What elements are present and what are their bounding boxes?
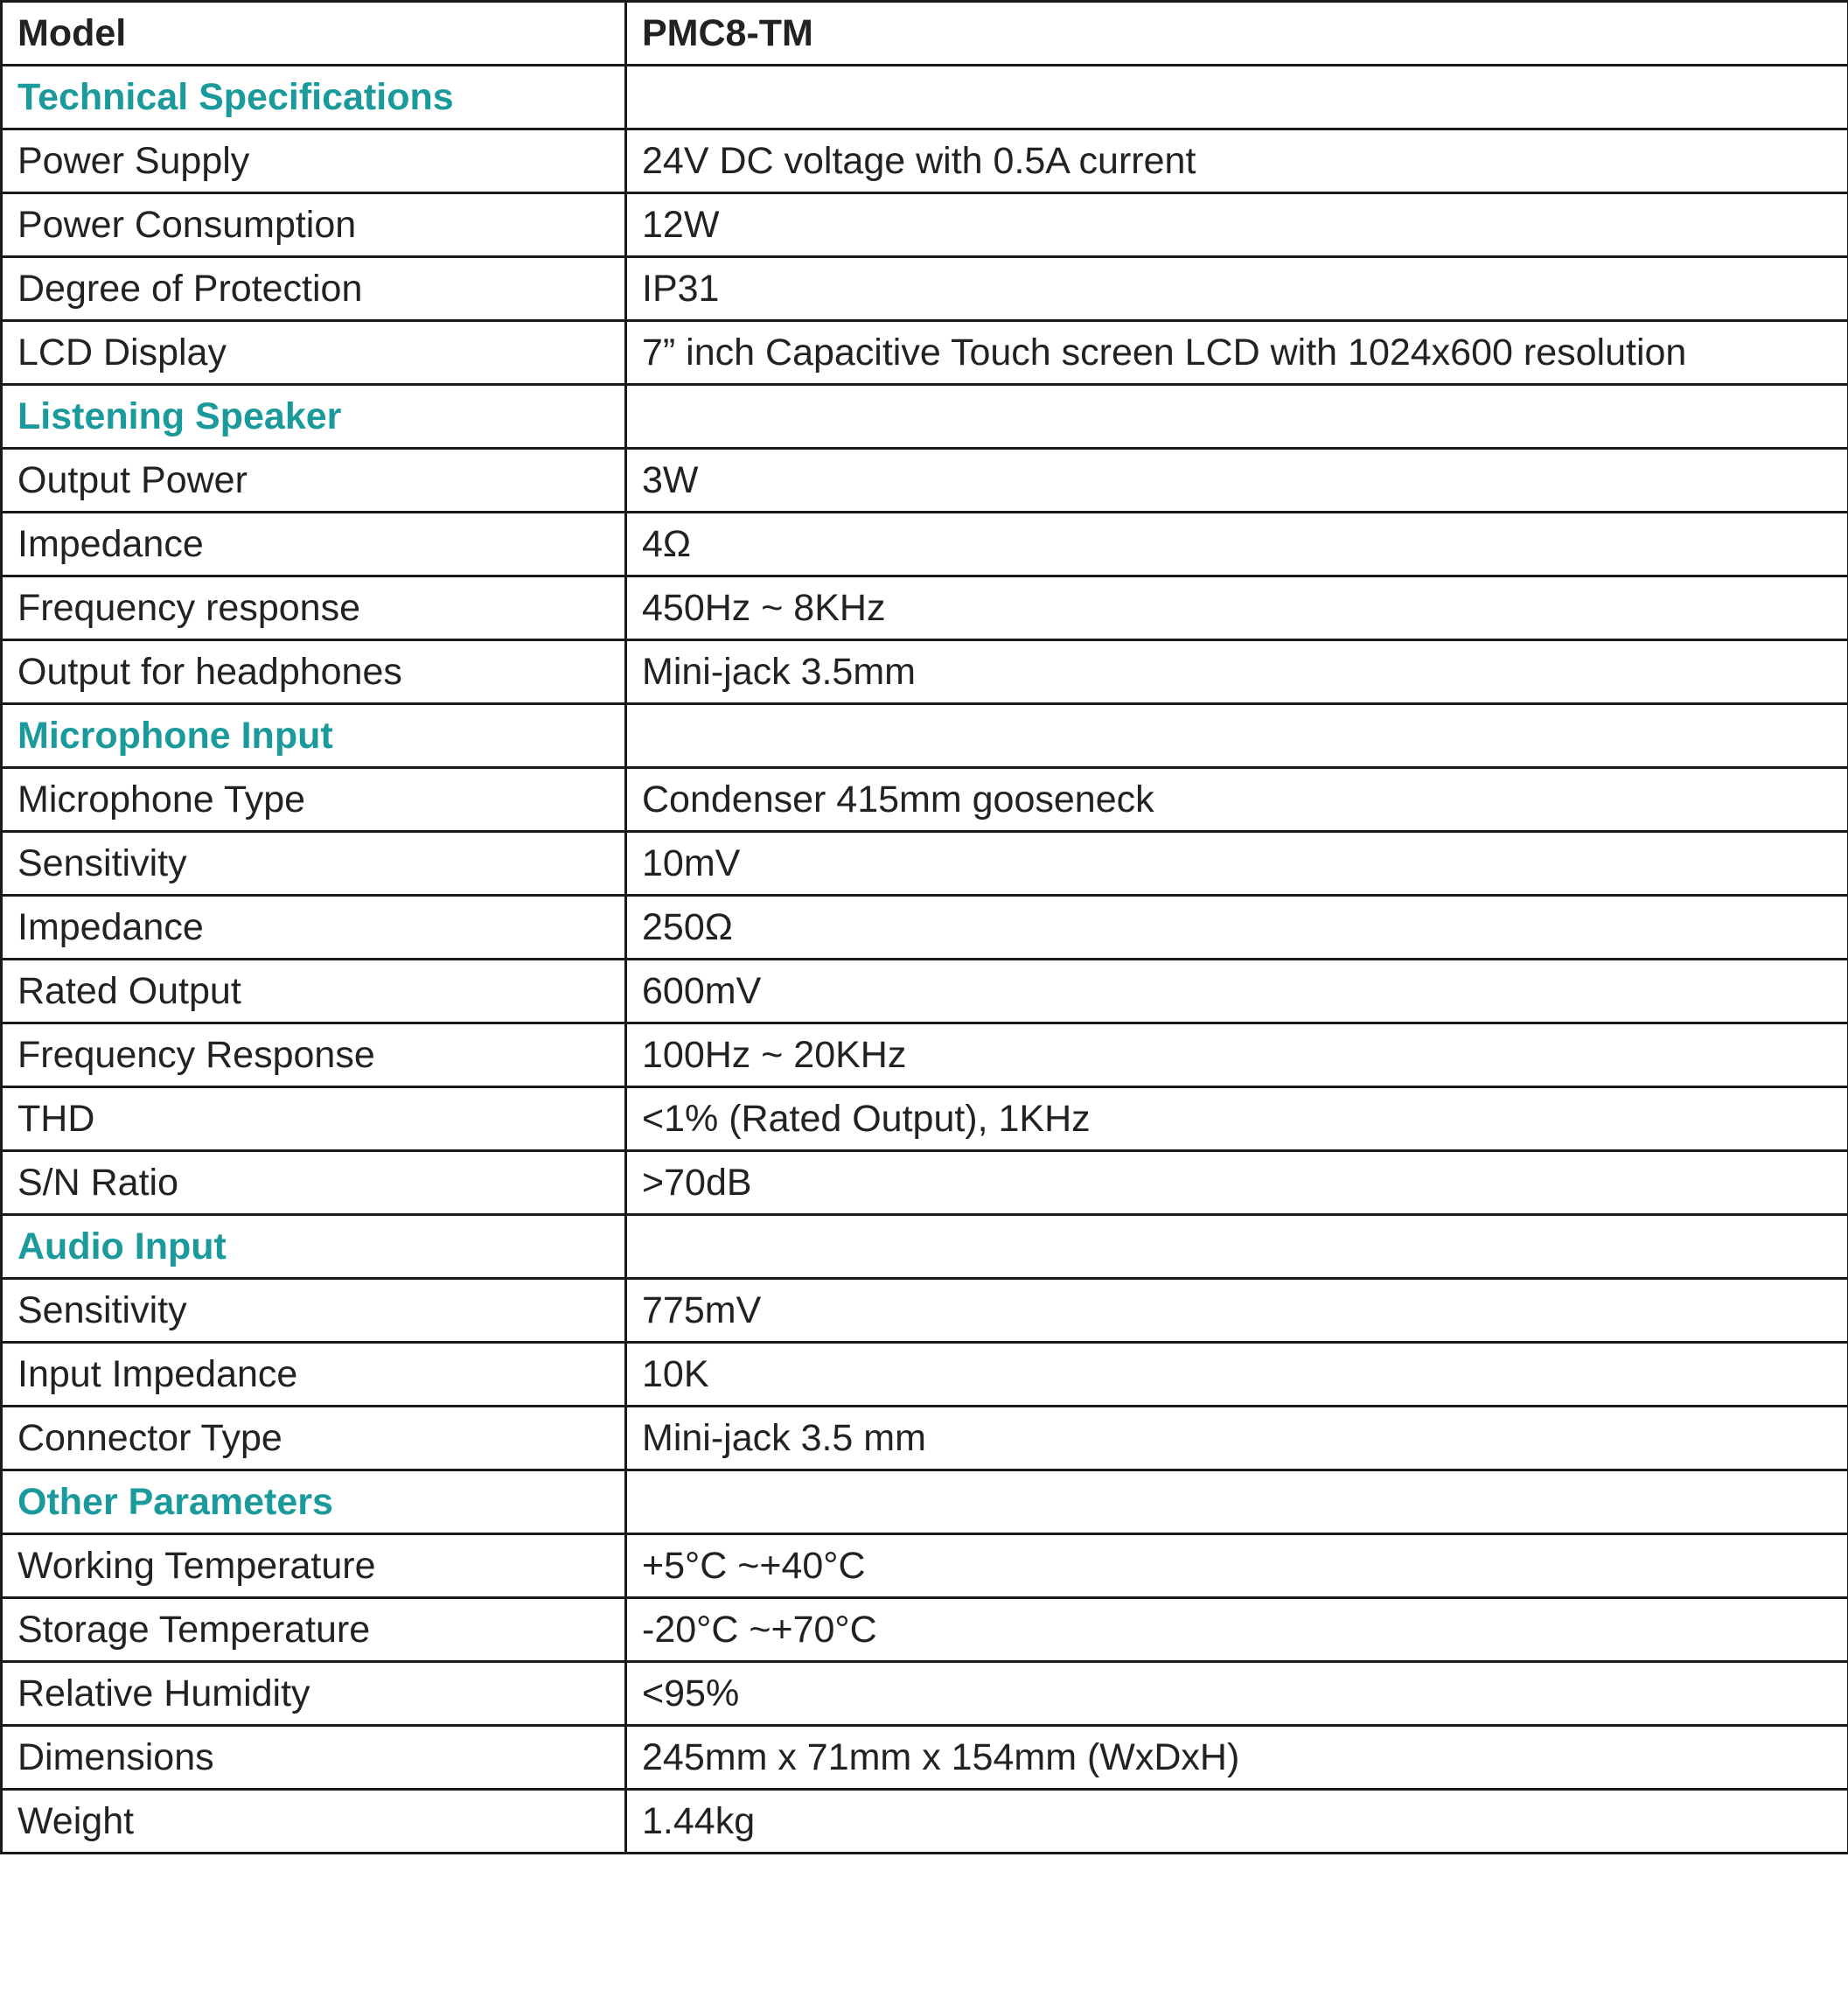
spec-label: Output Power	[2, 449, 626, 513]
spec-value: >70dB	[626, 1151, 1848, 1215]
spec-value: 3W	[626, 449, 1848, 513]
section-heading-label: Listening Speaker	[2, 385, 626, 449]
table-row	[2, 1534, 1848, 1598]
table-row	[2, 1790, 1848, 1854]
spec-label: Frequency Response	[2, 1023, 626, 1087]
table-row	[2, 640, 1848, 704]
table-row	[2, 321, 1848, 385]
spec-label: Dimensions	[2, 1726, 626, 1790]
spec-label: Impedance	[2, 513, 626, 576]
table-row	[2, 832, 1848, 896]
spec-label: Rated Output	[2, 960, 626, 1023]
section-heading-label: Other Parameters	[2, 1470, 626, 1534]
table-header-row	[2, 2, 1848, 66]
table-row	[2, 896, 1848, 960]
table-row	[2, 1662, 1848, 1726]
table-row	[2, 1598, 1848, 1662]
table-row	[2, 1087, 1848, 1151]
spec-table-body	[2, 2, 1848, 1854]
spec-value: IP31	[626, 257, 1848, 321]
header-label: Model	[2, 2, 626, 66]
spec-value: 245mm x 71mm x 154mm (WxDxH)	[626, 1726, 1848, 1790]
spec-value: -20°C ~+70°C	[626, 1598, 1848, 1662]
spec-value: 24V DC voltage with 0.5A current	[626, 129, 1848, 193]
table-row	[2, 1023, 1848, 1087]
spec-value: 100Hz ~ 20KHz	[626, 1023, 1848, 1087]
spec-label: S/N Ratio	[2, 1151, 626, 1215]
table-row	[2, 1343, 1848, 1407]
spec-label: Impedance	[2, 896, 626, 960]
spec-value: 7” inch Capacitive Touch screen LCD with 1024x600 resolution	[626, 321, 1848, 385]
spec-label: LCD Display	[2, 321, 626, 385]
table-row	[2, 193, 1848, 257]
spec-value: 10mV	[626, 832, 1848, 896]
table-row	[2, 1279, 1848, 1343]
spec-label: Working Temperature	[2, 1534, 626, 1598]
section-heading-value	[626, 385, 1848, 449]
table-row	[2, 1151, 1848, 1215]
section-heading-row	[2, 1215, 1848, 1279]
spec-value: 600mV	[626, 960, 1848, 1023]
section-heading-row	[2, 704, 1848, 768]
section-heading-value	[626, 1470, 1848, 1534]
spec-label: Degree of Protection	[2, 257, 626, 321]
section-heading-value	[626, 704, 1848, 768]
spec-value: 250Ω	[626, 896, 1848, 960]
table-row	[2, 960, 1848, 1023]
header-value: PMC8-TM	[626, 2, 1848, 66]
spec-label: Power Supply	[2, 129, 626, 193]
section-heading-value	[626, 1215, 1848, 1279]
spec-label: Sensitivity	[2, 832, 626, 896]
spec-label: Connector Type	[2, 1407, 626, 1470]
table-row	[2, 1726, 1848, 1790]
spec-label: Weight	[2, 1790, 626, 1854]
table-row	[2, 449, 1848, 513]
table-row	[2, 129, 1848, 193]
table-row	[2, 1407, 1848, 1470]
section-heading-row	[2, 385, 1848, 449]
spec-label: Sensitivity	[2, 1279, 626, 1343]
spec-label: Power Consumption	[2, 193, 626, 257]
spec-value: <95%	[626, 1662, 1848, 1726]
spec-label: THD	[2, 1087, 626, 1151]
spec-value: Mini-jack 3.5 mm	[626, 1407, 1848, 1470]
section-heading-value	[626, 66, 1848, 129]
section-heading-row	[2, 1470, 1848, 1534]
spec-value: 12W	[626, 193, 1848, 257]
section-heading-label: Technical Specifications	[2, 66, 626, 129]
table-row	[2, 513, 1848, 576]
spec-value: 4Ω	[626, 513, 1848, 576]
table-row	[2, 257, 1848, 321]
spec-label: Input Impedance	[2, 1343, 626, 1407]
spec-label: Microphone Type	[2, 768, 626, 832]
spec-value: 1.44kg	[626, 1790, 1848, 1854]
spec-value: 10K	[626, 1343, 1848, 1407]
spec-value: 775mV	[626, 1279, 1848, 1343]
spec-value: <1% (Rated Output), 1KHz	[626, 1087, 1848, 1151]
section-heading-row	[2, 66, 1848, 129]
spec-label: Frequency response	[2, 576, 626, 640]
table-row	[2, 576, 1848, 640]
spec-value: 450Hz ~ 8KHz	[626, 576, 1848, 640]
table-row	[2, 768, 1848, 832]
section-heading-label: Audio Input	[2, 1215, 626, 1279]
spec-value: Condenser 415mm gooseneck	[626, 768, 1848, 832]
spec-value: +5°C ~+40°C	[626, 1534, 1848, 1598]
spec-label: Relative Humidity	[2, 1662, 626, 1726]
spec-value: Mini-jack 3.5mm	[626, 640, 1848, 704]
spec-label: Output for headphones	[2, 640, 626, 704]
section-heading-label: Microphone Input	[2, 704, 626, 768]
spec-label: Storage Temperature	[2, 1598, 626, 1662]
